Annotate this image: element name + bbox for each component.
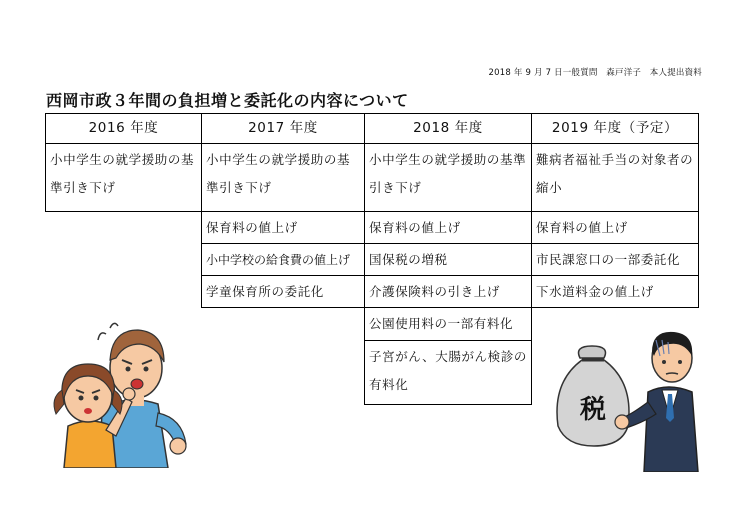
column-header-2019: 2019 年度（予定） — [531, 113, 699, 144]
table-cell: 下水道料金の値上げ — [531, 275, 699, 308]
column-header-2018: 2018 年度 — [364, 113, 532, 144]
tax-bag-man-illustration — [548, 322, 708, 472]
table-cell: 保育料の値上げ — [531, 211, 699, 244]
tax-label: 税 — [579, 395, 607, 425]
page-title: 西岡市政３年間の負担増と委託化の内容について — [46, 91, 409, 110]
table-cell: 保育料の値上げ — [364, 211, 532, 244]
table-cell: 公園使用料の一部有料化 — [364, 307, 532, 341]
table-cell: 介護保険料の引き上げ — [364, 275, 532, 308]
table-cell: 国保税の増税 — [364, 243, 532, 276]
angry-family-illustration — [40, 318, 200, 468]
table-cell: 学童保育所の委託化 — [201, 275, 365, 308]
header-note: 2018 年 9 月 7 日一般質問 森戸洋子 本人提出資料 — [488, 68, 702, 78]
column-header-2017: 2017 年度 — [201, 113, 365, 144]
table-cell: 小中学生の就学援助の基準引き下げ — [45, 143, 202, 212]
column-header-2016: 2016 年度 — [45, 113, 202, 144]
table-cell: 小中学校の給食費の値上げ — [201, 243, 365, 276]
table-cell: 小中学生の就学援助の基準引き下げ — [364, 143, 532, 212]
table-cell: 難病者福祉手当の対象者の縮小 — [531, 143, 699, 212]
table-cell: 子宮がん、大腸がん検診の有料化 — [364, 340, 532, 405]
table-cell: 保育料の値上げ — [201, 211, 365, 244]
table-cell: 市民課窓口の一部委託化 — [531, 243, 699, 276]
table-cell: 小中学生の就学援助の基準引き下げ — [201, 143, 365, 212]
money-bag-icon — [557, 346, 629, 446]
